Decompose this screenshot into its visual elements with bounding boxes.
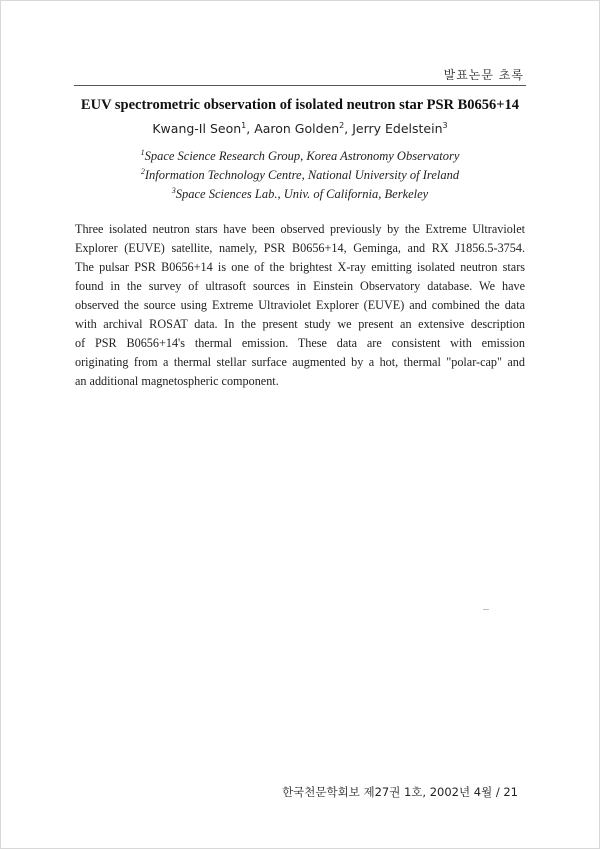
running-header: 발표논문 초록: [443, 68, 524, 82]
abstract-line: Explorer (EUVE) satellite, namely, PSR B0656+14, Geminga, and RX J1856.5-3754.: [75, 241, 525, 255]
abstract-line: The pulsar PSR B0656+14 is one of the brightest X-ray emitting isolated neutron stars: [75, 260, 525, 274]
abstract-line: Three isolated neutron stars have been observed previously by the Extreme Ultraviolet: [75, 222, 525, 236]
abstract-body: [75, 220, 525, 391]
affiliation: [0, 147, 600, 166]
abstract-line: of PSR B0656+14's thermal emission. These data are consistent with emission: [75, 336, 525, 350]
abstract-line: observed the source using Extreme Ultraviolet Explorer (EUVE) and combined the data: [75, 298, 525, 312]
author-mark: 2: [339, 120, 345, 130]
scan-mark: [483, 609, 489, 610]
header-rule: [74, 85, 526, 86]
author-list: Kwang-Il Seon$^1$, Aaron Golden$^2$, Jerry Edelstein$^3$: [152, 120, 448, 136]
abstract-line: found in the survey of ultrasoft sources in Einstein Observatory database. We have: [75, 279, 525, 293]
affiliation-list: [0, 147, 600, 204]
affiliation-mark: 3: [171, 185, 176, 195]
affiliation-mark: 1: [140, 147, 145, 157]
abstract-line: originating from a thermal stellar surface augmented by a hot, thermal "polar-cap" and: [75, 355, 525, 369]
author-mark: 3: [442, 120, 448, 130]
affiliation: [0, 185, 600, 204]
affiliation-text: Information Technology Centre, National University of Ireland: [144, 168, 460, 182]
abstract-line: with archival ROSAT data. In the present study we present an extensive description: [75, 317, 525, 331]
page-footer-citation: 한국천문학회보 제27권 1호, 2002년 4월 / 21: [282, 785, 518, 799]
author-name: Kwang-Il Seon: [152, 121, 242, 136]
paper-title: EUV spectrometric observation of isolated neutron star PSR B0656+14: [80, 97, 520, 113]
affiliation-text: Space Science Research Group, Korea Astronomy Observatory: [144, 149, 460, 163]
author-name: Jerry Edelstein: [352, 121, 443, 136]
affiliation-mark: 2: [140, 166, 145, 176]
abstract-line: an additional magnetospheric component.: [75, 374, 279, 388]
affiliation-text: Space Sciences Lab., Univ. of California, Berkeley: [175, 187, 429, 201]
author-name: Aaron Golden: [254, 121, 340, 136]
author-mark: 1: [241, 120, 247, 130]
affiliation: [0, 166, 600, 185]
